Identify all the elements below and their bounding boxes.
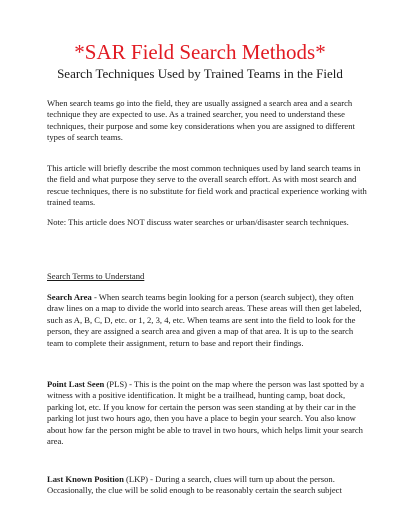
term-last-known-position — [47, 474, 367, 497]
section-heading: Search Terms to Understand — [47, 271, 145, 281]
document-subtitle: Search Techniques Used by Trained Teams in the Field — [57, 66, 343, 81]
term-label: Search Area — [47, 292, 92, 302]
term-label: Point Last Seen — [47, 379, 105, 389]
term-label: Last Known Position — [47, 474, 124, 484]
term-definition: (LKP) - During a search, clues will turn up about the person. Occasionally, the clue will be solid enough to be reasonably certain the search subject — [47, 474, 342, 496]
intro-paragraph-2: This article will briefly describe the most common techniques used by land search teams in the field and what purpose they serve to the overall search effort. As with most search and rescue techniques, there is no substitute for field work and practical experience working with trained teams. — [47, 163, 367, 208]
term-search-area — [47, 292, 367, 349]
term-definition: (PLS) - This is the point on the map where the person was last spotted by a witness with a positive identification. It might be a trailhead, hunting camp, boat dock, parking lot, etc. If you know for certain the person was seen standing at by their car in the parking lot just two hours ago, then you have a place to begin your search. You also know about how far the person might be able to travel in two hours, which helps limit your search area. — [47, 379, 365, 447]
intro-paragraph-1: When search teams go into the field, they are usually assigned a search area and a search technique they are expected to use. As a trained searcher, you need to understand these techniques, their purpose and some key considerations when you are assigned to different types of search teams. — [47, 98, 355, 143]
intro-paragraph-note: Note: This article does NOT discuss water searches or urban/disaster search techniques. — [47, 217, 349, 227]
term-point-last-seen — [47, 379, 367, 447]
document-title: *SAR Field Search Methods* — [74, 40, 326, 64]
term-definition: - When search teams begin looking for a person (search subject), they often draw lines on a map to divide the world into search areas. These areas will then get labeled, such as A, B, C, D, etc. or 1, 2, 3, 4, etc. When teams are sent into the field to look for the person, they are assigned a search area and given a map of that area. It is up to the search team to complete their assignment, return to base and report their findings. — [47, 292, 362, 348]
